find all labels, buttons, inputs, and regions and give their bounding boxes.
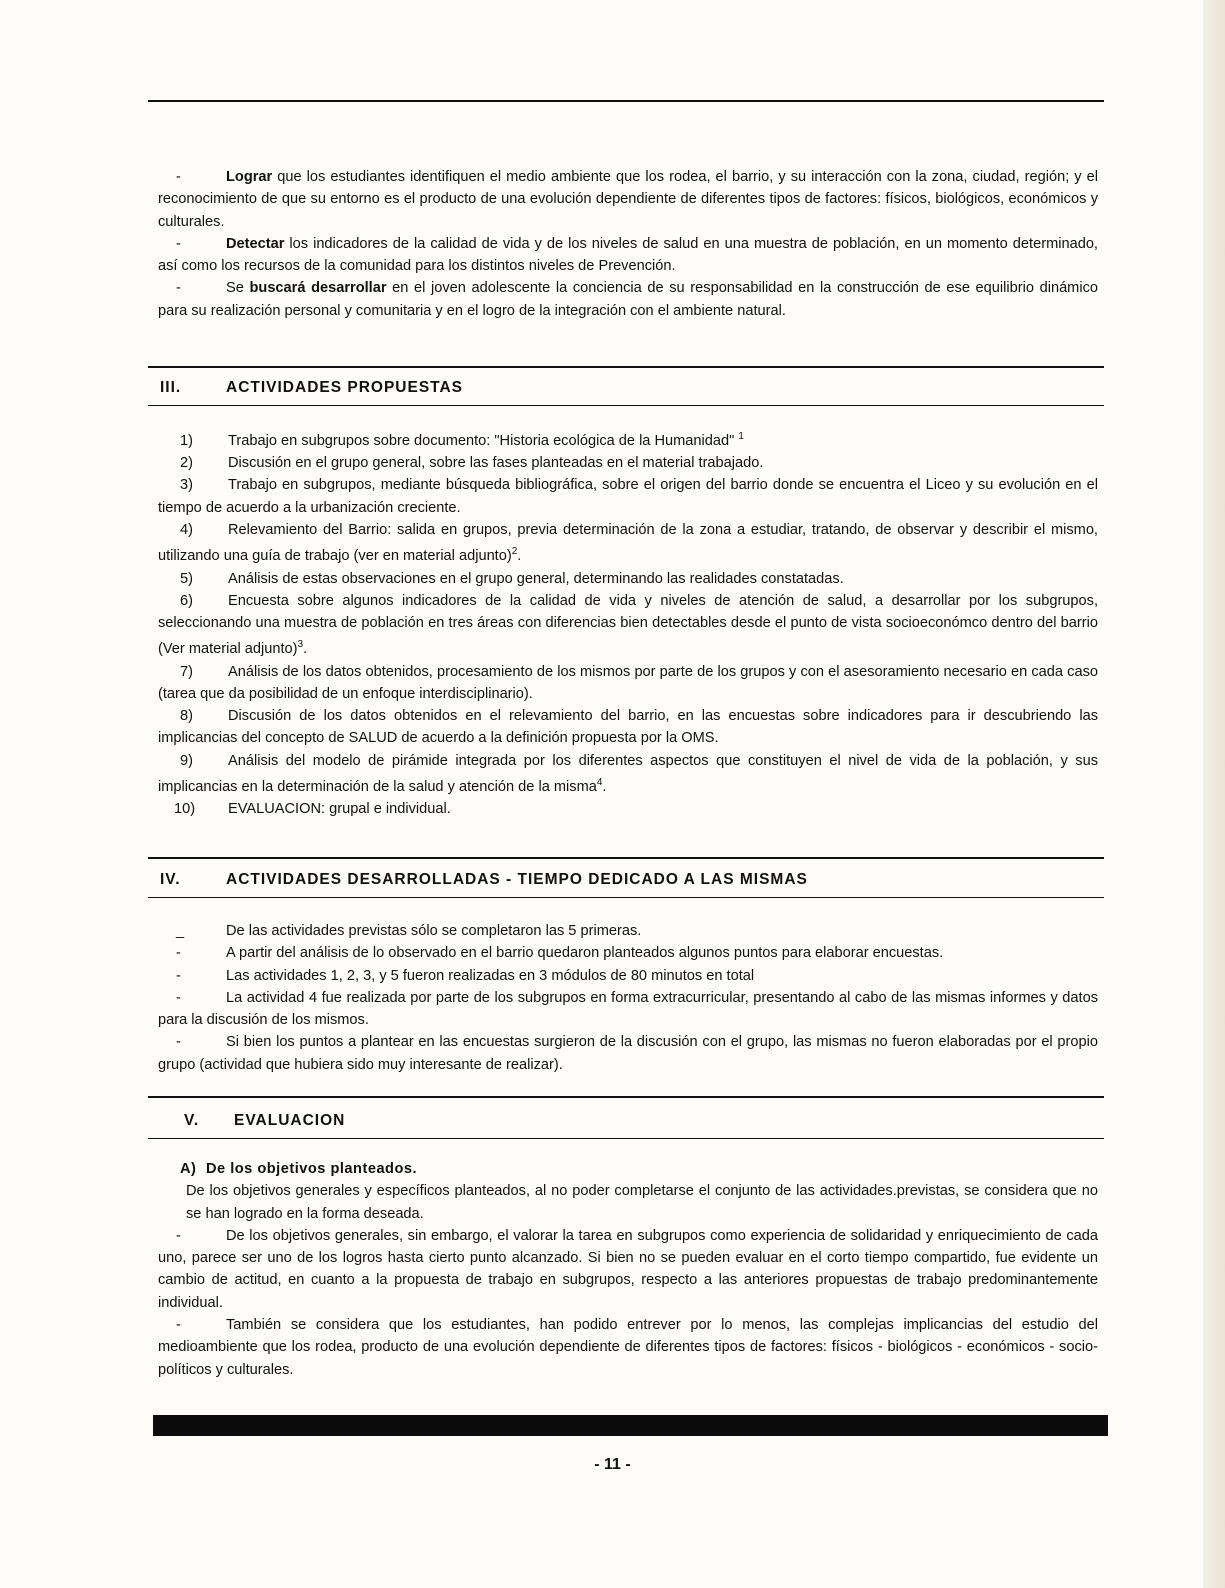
activity-item: 4) Relevamiento del Barrio: salida en grupos, previa determinación de la zona a estudiar, tratando, de observar y describir el mismo, utilizando una guía de trabajo (ver en material adjunto)$^2$. <box>158 522 1098 565</box>
activity-item: 3) Trabajo en subgrupos, mediante búsqueda bibliográfica, sobre el origen del barrio donde se encuentra el Liceo y su evolución en el tiempo de acuerdo a la urbanización creciente. <box>158 477 1098 516</box>
activity-item: 10) EVALUACION: grupal e individual. <box>174 801 451 818</box>
objective-1: - Lograr que los estudiantes identifiquen el medio ambiente que los rodea, el barrio, y su interacción con la zona, ciudad, región; y el reconocimiento de que su entorno es el producto de una evolución dependiente de diferentes tipos de factores: físicos, biológicos, económicos y culturales. <box>158 169 1098 230</box>
activity-item: 9) Análisis del modelo de pirámide integrada por los diferentes aspectos que constituyen el nivel de vida de la población, y sus implicancias en la determinación de la salud y atención de la misma$^4$. <box>158 752 1098 795</box>
page-number: - 11 - <box>594 1456 631 1473</box>
activity-item: 7) Análisis de los datos obtenidos, procesamiento de los mismos por parte de los grupos y con el asesoramiento necesario en cada caso (tarea que da posibilidad de un enfoque interdisciplinario). <box>158 663 1098 702</box>
developed-item: - Las actividades 1, 2, 3, y 5 fueron realizadas en 3 módulos de 80 minutos en total <box>176 967 755 984</box>
evaluation-subheading: A) De los objetivos planteados. <box>180 1161 418 1177</box>
evaluation-item: - También se considera que los estudiantes, han podido entrever por lo menos, las complejas implicancias del estudio del medioambiente que los rodea, producto de una evolución dependiente de diferentes tipos de factores: físicos - biológicos - económicos - socio-políticos y culturales. <box>158 1317 1098 1378</box>
top-rule <box>148 100 1104 102</box>
developed-item: - A partir del análisis de lo observado en el barrio quedaron planteados algunos puntos para elaborar encuestas. <box>176 945 944 962</box>
section3-rule-bottom <box>148 405 1104 406</box>
section5-rule-top <box>148 1096 1104 1098</box>
developed-item: - La actividad 4 fue realizada por parte de los subgrupos en forma extracurricular, presentando al cabo de las mismas informes y datos para la discusión de los mismos. <box>158 989 1098 1029</box>
objective-3: - Se buscará desarrollar en el joven adolescente la conciencia de su responsabilidad en la construcción de ese equilibrio dinámico para su realización personal y comunitaria y en el logro de la integración con el ambiente natural. <box>158 280 1098 319</box>
activity-item: 6) Encuesta sobre algunos indicadores de la calidad de vida y niveles de atención de salud, a desarrollar por los subgrupos, seleccionando una muestra de población en tres áreas con diferencias bien detectables desde el punto de vista socioeconómco dentro del barrio (Ver material adjunto)$^3$. <box>158 592 1098 658</box>
developed-item: - Si bien los puntos a plantear en las encuestas surgieron de la discusión con el grupo, las mismas no fueron elaboradas por el propio grupo (actividad que hubiera sido muy interesante de realizar). <box>158 1034 1098 1073</box>
activity-item: 5) Análisis de estas observaciones en el grupo general, determinando las realidades constatadas. <box>180 570 844 587</box>
section5-heading: V. EVALUACION <box>184 1112 346 1129</box>
activity-item: 8) Discusión de los datos obtenidos en el relevamiento del barrio, en las encuestas sobre indicadores para ir descubriendo las implicancias del concepto de SALUD de acuerdo a la definición propuesta por la OMS. <box>158 708 1098 747</box>
section3-list <box>158 426 1098 820</box>
objectives-block <box>158 166 1098 322</box>
section3-heading: III. ACTIVIDADES PROPUESTAS <box>160 379 464 396</box>
section4-rule-bottom <box>148 897 1104 898</box>
section4-heading: IV. ACTIVIDADES DESARROLLADAS - TIEMPO DEDICADO A LAS MISMAS <box>160 871 808 888</box>
developed-item: _ De las actividades previstas sólo se completaron las 5 primeras. <box>176 923 642 939</box>
footer-bar <box>153 1415 1108 1436</box>
activity-item: 2) Discusión en el grupo general, sobre las fases planteadas en el material trabajado. <box>180 455 764 472</box>
section5-rule-bottom <box>148 1138 1104 1139</box>
section4-rule-top <box>148 857 1104 859</box>
section4-list <box>158 920 1098 1076</box>
evaluation-item: - De los objetivos generales, sin embargo, el valorar la tarea en subgrupos como experiencia de solidaridad y enriquecimiento de cada uno, parece ser uno de los logros hasta cierto punto alcanzado. Si bien no se pueden evaluar en el corto tiempo compartido, fue evidente un cambio de actitud, en cuanto a la propuesta de trabajo en subgrupos, respecto a las anteriores propuestas de trabajo predominantemente individual. <box>158 1227 1098 1311</box>
activity-item: 1) Trabajo en subgrupos sobre documento: "Historia ecológica de la Humanidad" $^1$ <box>180 431 744 449</box>
evaluation-intro: De los objetivos generales y específicos planteados, al no poder completarse el conjunto de las actividades.previstas, se considera que no se han logrado en la forma deseada. <box>186 1183 1098 1222</box>
section3-rule-top <box>148 366 1104 368</box>
page-edge-shadow <box>1203 0 1225 1588</box>
section5-body <box>158 1158 1098 1381</box>
objective-2: - Detectar los indicadores de la calidad de vida y de los niveles de salud en una muestra de población, en un momento determinado, así como los recursos de la comunidad para los distintos niveles de Prevención. <box>158 235 1098 275</box>
